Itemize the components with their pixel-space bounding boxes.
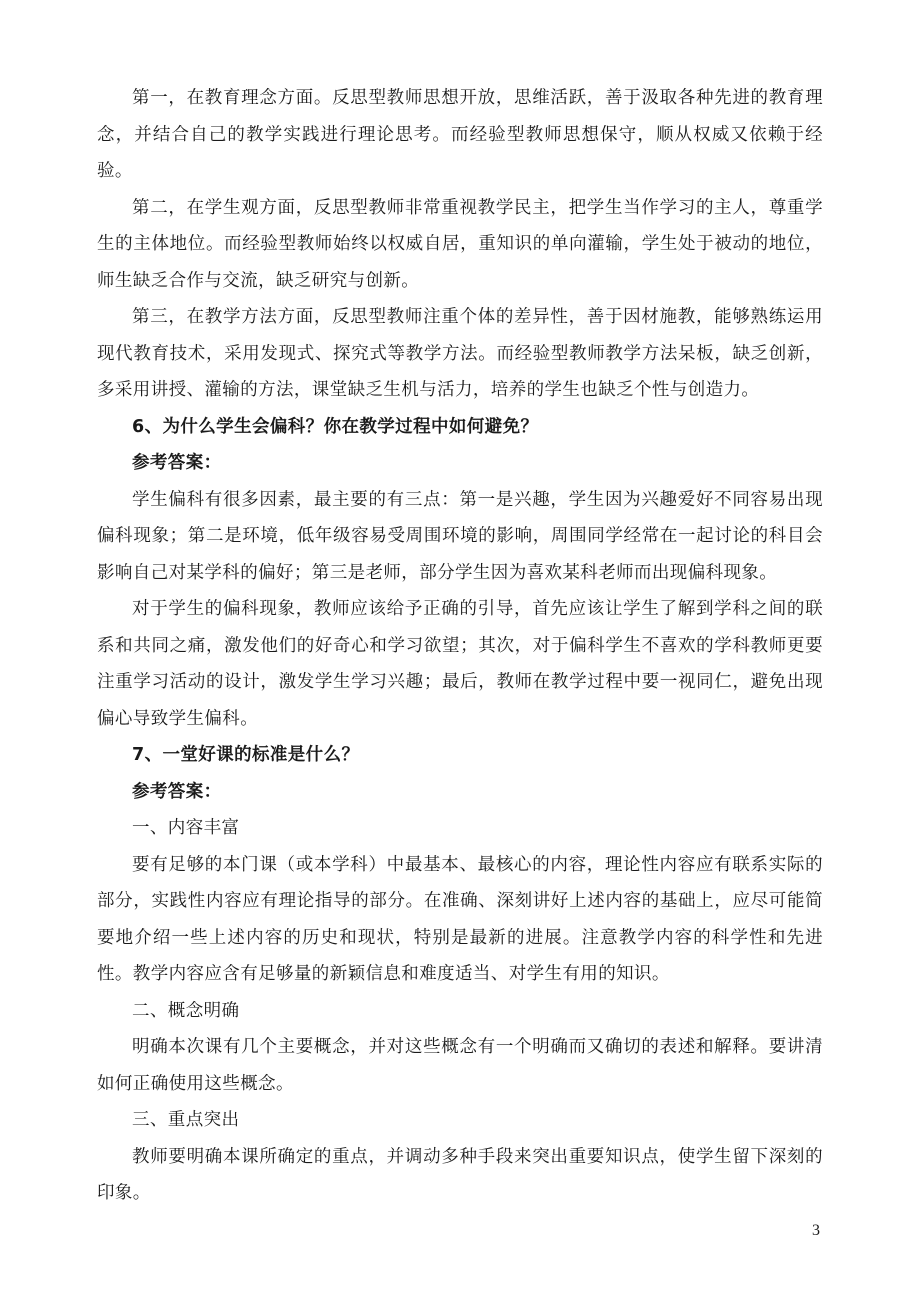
paragraph-second-point: 第二，在学生观方面，反思型教师非常重视教学民主，把学生当作学习的主人，尊重学生的主体地位。而经验型教师始终以权威自居，重知识的单向灌输，学生处于被动的地位，师生缺乏合作与交流，缺乏研究与创新。 <box>97 197 823 291</box>
paragraph-q6-causes: 学生偏科有很多因素，最主要的有三点：第一是兴趣，学生因为兴趣爱好不同容易出现偏科现象；第二是环境，低年级容易受周围环境的影响，周围同学经常在一起讨论的科目会影响自己对某学科的偏好；第三是老师，部分学生因为喜欢某科老师而出现偏科现象。 <box>97 489 823 583</box>
paragraph-content-rich: 要有足够的本门课（或本学科）中最基本、最核心的内容，理论性内容应有联系实际的部分，实践性内容应有理论指导的部分。在准确、深刻讲好上述内容的基础上，应尽可能简要地介绍一些上述内容的历史和现状，特别是最新的进展。注意教学内容的科学性和先进性。教学内容应含有足够量的新颖信息和难度适当、对学生有用的知识。 <box>97 854 823 984</box>
question-6-heading: 6、为什么学生会偏科？你在教学过程中如何避免？ <box>132 416 539 437</box>
subheading-key-points: 三、重点突出 <box>132 1110 240 1130</box>
paragraph-first-point: 第一，在教育理念方面。反思型教师思想开放，思维活跃，善于汲取各种先进的教育理念，并结合自己的教学实践进行理论思考。而经验型教师思想保守，顺从权威又依赖于经验。 <box>97 88 823 181</box>
document-body <box>97 80 823 1212</box>
question-7-heading: 7、一堂好课的标准是什么？ <box>132 745 360 765</box>
paragraph-third-point: 第三，在教学方法方面，反思型教师注重个体的差异性，善于因材施教，能够熟练运用现代教育技术，采用发现式、探究式等教学方法。而经验型教师教学方法呆板，缺乏创新，多采用讲授、灌输的方法，课堂缺乏生机与活力，培养的学生也缺乏个性与创造力。 <box>97 307 823 400</box>
answer-label-q7: 参考答案： <box>132 781 222 802</box>
paragraph-q6-solutions: 对于学生的偏科现象，教师应该给予正确的引导，首先应该让学生了解到学科之间的联系和共同之痛，激发他们的好奇心和学习欲望；其次，对于偏科学生不喜欢的学科教师更要注重学习活动的设计，激发学生学习兴趣；最后，教师在教学过程中要一视同仁，避免出现偏心导致学生偏科。 <box>97 599 823 729</box>
answer-label-q6: 参考答案： <box>132 453 222 473</box>
page-number: 3 <box>812 1222 820 1239</box>
subheading-concepts-clear: 二、概念明确 <box>132 1000 240 1021</box>
paragraph-key-points: 教师要明确本课所确定的重点，并调动多种手段来突出重要知识点，使学生留下深刻的印象。 <box>97 1146 823 1203</box>
subheading-content-rich: 一、内容丰富 <box>132 818 240 838</box>
paragraph-concepts-clear: 明确本次课有几个主要概念，并对这些概念有一个明确而又确切的表述和解释。要讲清如何正确使用这些概念。 <box>97 1037 823 1094</box>
